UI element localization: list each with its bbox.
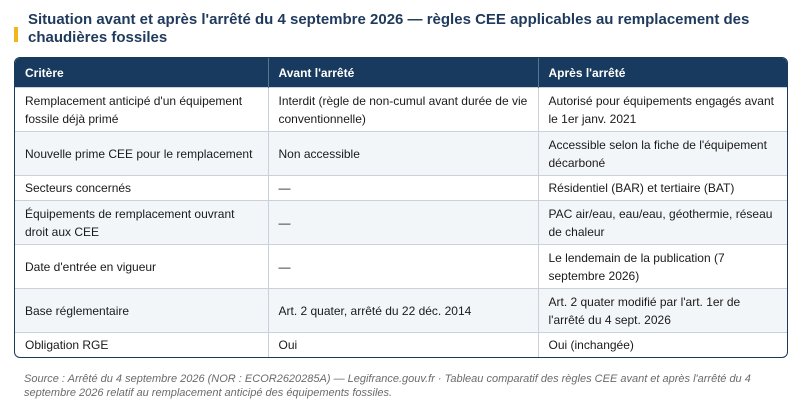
table-cell-apres: Art. 2 quater modifié par l'art. 1er de l'arrêté du 4 sept. 2026: [538, 289, 787, 333]
table-cell-avant: —: [268, 201, 538, 245]
table-row: [15, 289, 787, 333]
table-cell-avant: —: [268, 245, 538, 289]
title-accent-bar: [14, 27, 18, 42]
table-cell-critere: Base réglementaire: [15, 289, 268, 333]
column-header-critere: Critère: [15, 58, 268, 88]
table-row: [15, 176, 787, 201]
column-header-avant: Avant l'arrêté: [268, 58, 538, 88]
table-cell-critere: Nouvelle prime CEE pour le remplacement: [15, 132, 268, 176]
table-cell-apres: Oui (inchangée): [538, 333, 787, 358]
table-cell-apres: Autorisé pour équipements engagés avant le 1er janv. 2021: [538, 88, 787, 132]
column-header-apres: Après l'arrêté: [538, 58, 787, 88]
table-header-row: [15, 58, 787, 88]
table-cell-apres: Le lendemain de la publication (7 septembre 2026): [538, 245, 787, 289]
table-cell-avant: Interdit (règle de non-cumul avant durée de vie conventionnelle): [268, 88, 538, 132]
comparison-table-container: [14, 57, 788, 358]
table-cell-apres: Résidentiel (BAR) et tertiaire (BAT): [538, 176, 787, 201]
table-row: [15, 201, 787, 245]
table-row: [15, 132, 787, 176]
table-row: [15, 88, 787, 132]
table-row: [15, 245, 787, 289]
table-cell-critere: Remplacement anticipé d'un équipement fossile déjà primé: [15, 88, 268, 132]
table-cell-avant: Art. 2 quater, arrêté du 22 déc. 2014: [268, 289, 538, 333]
table-cell-avant: Oui: [268, 333, 538, 358]
comparison-table: [15, 58, 787, 357]
table-cell-critere: Date d'entrée en vigueur: [15, 245, 268, 289]
page-title: Situation avant et après l'arrêté du 4 septembre 2026 — règles CEE applicables au remplacement des chaudières fossiles: [28, 11, 750, 46]
source-caption: Source : Arrêté du 4 septembre 2026 (NOR : ECOR2620285A) — Legifrance.gouv.fr · Tableau comparatif des règles CEE avant et après l'arrêté du 4 septembre 2026 relatif au remplacement anticipé des équipements fossiles.: [24, 373, 751, 399]
table-row: [15, 333, 787, 358]
table-cell-avant: —: [268, 176, 538, 201]
table-cell-apres: Accessible selon la fiche de l'équipement décarboné: [538, 132, 787, 176]
table-cell-avant: Non accessible: [268, 132, 538, 176]
table-cell-critere: Équipements de remplacement ouvrant droit aux CEE: [15, 201, 268, 245]
table-cell-critere: Secteurs concernés: [15, 176, 268, 201]
title-block: [14, 11, 794, 47]
table-cell-apres: PAC air/eau, eau/eau, géothermie, réseau de chaleur: [538, 201, 787, 245]
table-cell-critere: Obligation RGE: [15, 333, 268, 358]
